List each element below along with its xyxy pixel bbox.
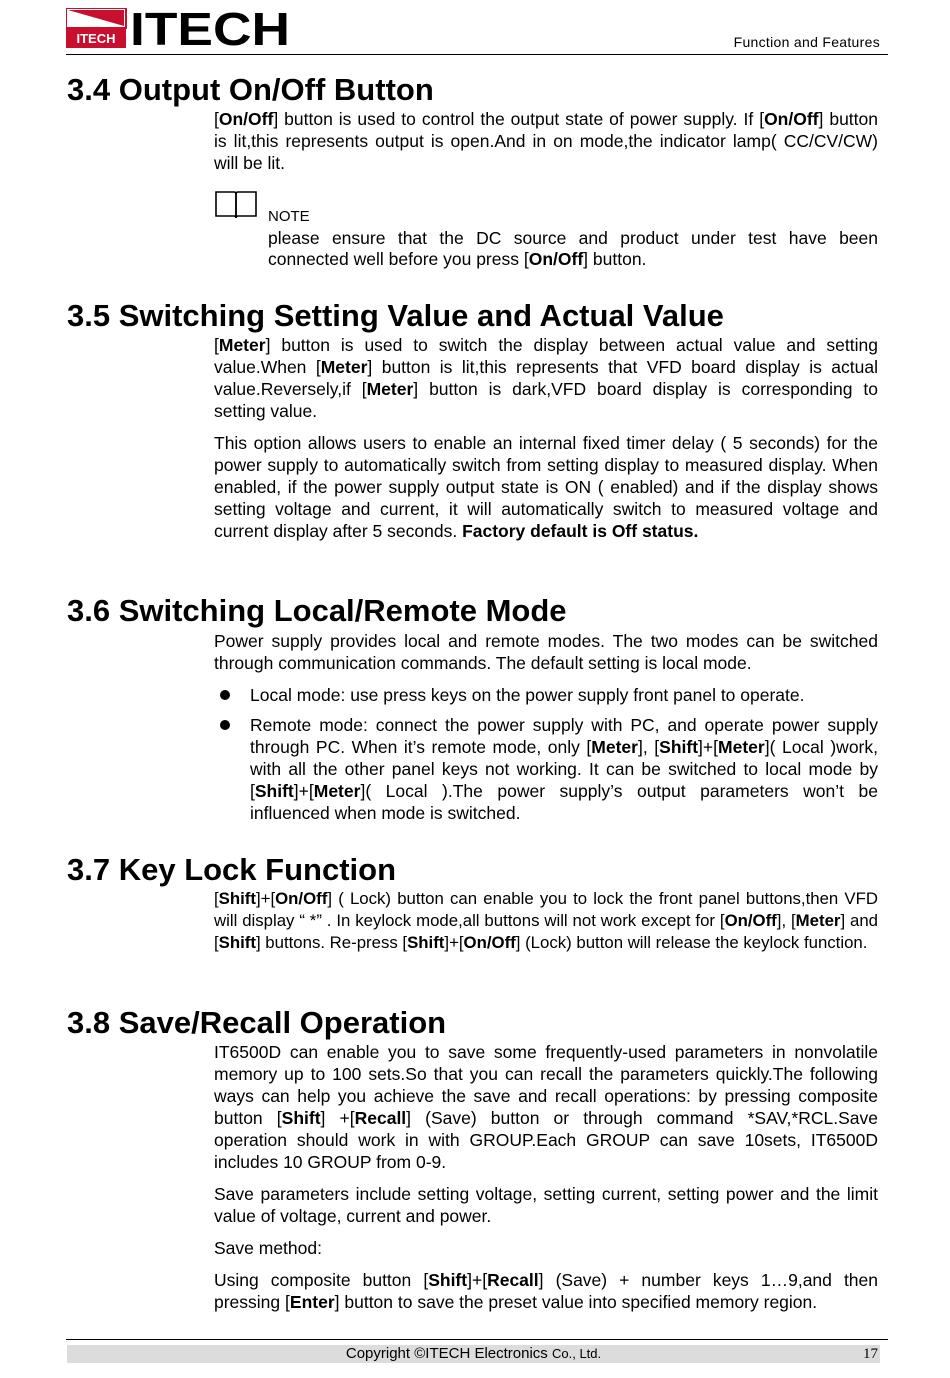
page-number: 17 — [863, 1346, 878, 1362]
section-title-3-5: 3.5 Switching Setting Value and Actual Value — [67, 298, 724, 333]
section-3-5-paragraph-2: This option allows users to enable an internal fixed timer delay ( 5 seconds) for the power supply to automatically switch from setting display to measured display. When enabled, if the power supply output state is ON ( enabled) and if the display shows setting voltage and current, it will automatically switch to measured voltage and current display after 5 seconds. Factory default is Off status. — [214, 433, 878, 541]
section-3-5-body — [214, 334, 878, 552]
section-3-4-paragraph: [On/Off] button is used to control the output state of power supply. If [On/Off] button is lit,this represents output is open.And in on mode,the indicator lamp( CC/CV/CW) will be lit. — [214, 109, 878, 173]
logo-wordmark: ITECH — [130, 8, 290, 48]
section-3-8-paragraph-3: Save method: — [214, 1238, 322, 1258]
section-3-5-paragraph-1: [Meter] button is used to switch the display between actual value and setting value.When [Meter] button is lit,this represents that VFD board display is actual value.Reversely,if [Meter] button is dark,VFD board display is corresponding to setting value. — [214, 335, 878, 421]
section-3-7-paragraph: [Shift]+[On/Off] ( Lock) button can enable you to lock the front panel buttons,then VFD will display “ *” . In keylock mode,all buttons will not work except for [On/Off], [Meter] and [Shift] buttons. Re-press [Shift]+[On/Off] (Lock) button will release the keylock function. — [214, 889, 878, 952]
section-title-3-4: 3.4 Output On/Off Button — [67, 72, 434, 107]
section-title-3-8: 3.8 Save/Recall Operation — [67, 1005, 447, 1040]
section-3-8-paragraph-2: Save parameters include setting voltage, setting current, setting power and the limit value of voltage, current and power. — [214, 1184, 878, 1226]
list-item: Local mode: use press keys on the power supply front panel to operate. — [214, 684, 878, 706]
section-3-6-body — [214, 630, 878, 832]
section-3-4-body — [214, 108, 878, 184]
bullet-icon — [220, 720, 230, 730]
note-label: NOTE — [268, 208, 310, 225]
copyright-text: Copyright ©ITECH Electronics Co., Ltd. — [345, 1345, 602, 1362]
section-3-7-body — [214, 888, 878, 964]
section-title-3-7: 3.7 Key Lock Function — [67, 852, 397, 887]
section-3-8-body — [214, 1041, 878, 1323]
mode-list — [214, 684, 878, 824]
section-3-8-paragraph-1: IT6500D can enable you to save some frequently-used parameters in nonvolatile memory up to 100 sets.So that you can recall the parameters quickly.The following ways can help you achieve the save and recall operations: by pressing composite button [Shift] +[Recall] (Save) button or through command *SAV,*RCL.Save operation should work in with GROUP.Each GROUP can save 10sets, IT6500D includes 10 GROUP from 0-9. — [214, 1042, 878, 1172]
footer-rule — [66, 1339, 888, 1340]
footer-bar — [67, 1345, 880, 1363]
note-text: please ensure that the DC source and product under test have been connected well before you press [On/Off] button. — [268, 228, 878, 269]
section-3-8-paragraph-4: Using composite button [Shift]+[Recall] (Save) + number keys 1…9,and then pressing [Enter] button to save the preset value into specified memory region. — [214, 1270, 879, 1312]
header-rule — [66, 54, 888, 55]
section-title-3-6: 3.6 Switching Local/Remote Mode — [67, 593, 567, 628]
logo-badge-text: ITECH — [76, 31, 116, 46]
bullet-icon — [220, 690, 230, 700]
section-3-6-paragraph: Power supply provides local and remote modes. The two modes can be switched through communication commands. The default setting is local mode. — [214, 631, 878, 673]
header-section-label: Function and Features — [733, 34, 880, 50]
list-item: Remote mode: connect the power supply with PC, and operate power supply through PC. When it’s remote mode, only [Meter], [Shift]+[Meter]( Local )work, with all the other panel keys not working. It can be switched to local mode by [Shift]+[Meter]( Local ).The power supply’s output parameters won’t be influenced when mode is switched. — [214, 714, 878, 824]
itech-logo — [66, 8, 291, 48]
factory-default-note: Factory default is Off status. — [462, 521, 699, 541]
book-icon — [214, 188, 258, 220]
